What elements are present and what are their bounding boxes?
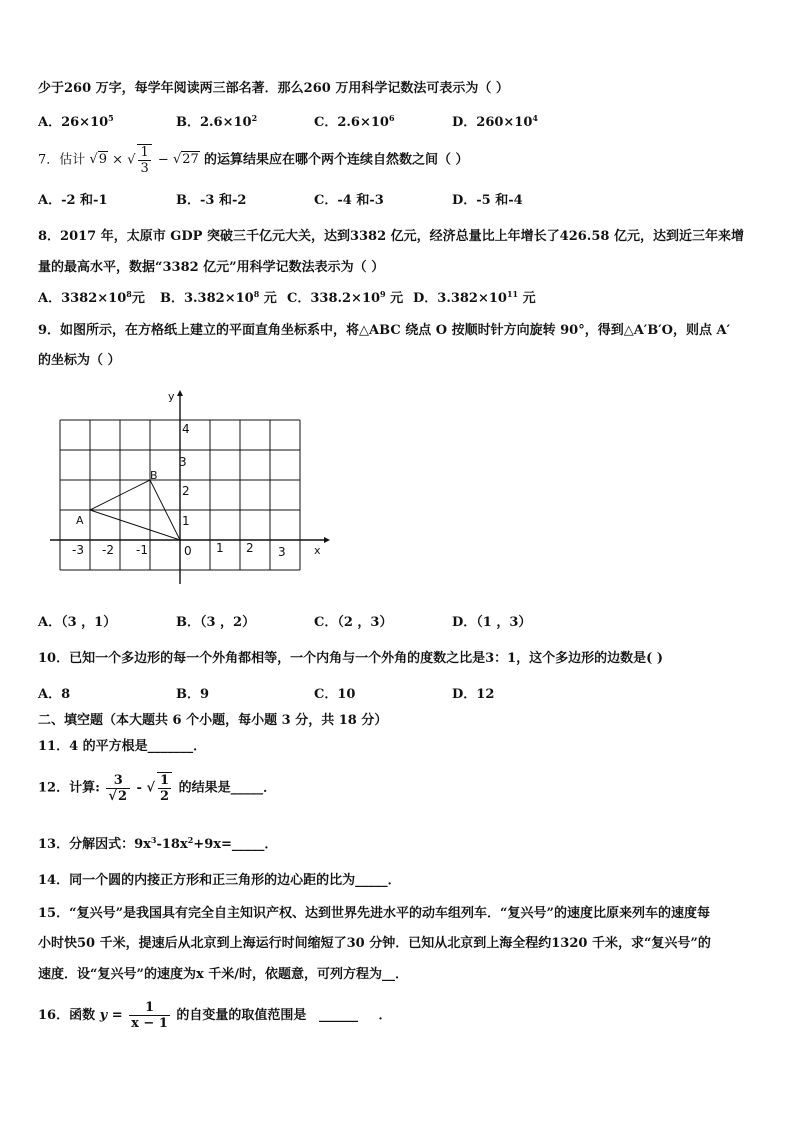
q14-stem: 14．同一个圆的内接正方形和正三角形的边心距的比为_____． — [38, 873, 401, 888]
coordinate-grid-figure — [46, 384, 346, 594]
section-2-heading: 二、填空题（本大题共 6 个小题，每小题 3 分，共 18 分） — [38, 713, 388, 728]
q6-option-c[interactable]: C．$2.6\times 10^6$ — [314, 113, 395, 130]
y-axis-label: y — [168, 390, 175, 403]
q9-option-c[interactable]: C．（2 ，3） — [314, 615, 393, 630]
q8-line2: 量的最高水平，数据“3382 亿元”用科学记数法表示为（ ） — [38, 260, 385, 275]
origin-label: 0 — [184, 544, 192, 558]
q10-stem: 10．已知一个多边形的每一个外角都相等，一个内角与一个外角的度数之比是3：1，这个多边形的边数是( ) — [38, 651, 664, 666]
q9-line2: 的坐标为（ ） — [38, 353, 121, 368]
sqrt-one-third: √ $\frac{1}{3}$ — [127, 144, 154, 176]
q6-stem: 少于260 万字，每学年阅读两三部名著．那么260 万用科学记数法可表示为（ ） — [38, 81, 509, 96]
q9-option-a[interactable]: A．（3 ，1） — [38, 615, 117, 630]
q9-option-d[interactable]: D．（1 ，3） — [452, 615, 532, 630]
q7-stem: 7．估计 √9 × √ $\frac{1}{3}$ − √27 的运算结果应在哪个两个连续自然数之间（ ） — [38, 145, 469, 176]
x-tick-3: 3 — [278, 545, 286, 559]
q7-option-c[interactable]: C．-4 和-3 — [314, 193, 384, 208]
q8-option-a[interactable]: A．$3382\times 10^8$元 — [38, 289, 145, 306]
q9-line1: 9．如图所示，在方格纸上建立的平面直角坐标系中，将△ABC 绕点 O 按顺时针方向旋转 90°，得到△A′B′O，则点 A′ — [38, 323, 731, 338]
point-b-label: B — [150, 469, 158, 482]
sqrt-9: √9 — [89, 152, 107, 167]
q8-line1: 8．2017 年，太原市 GDP 突破三千亿元大关，达到3382 亿元，经济总量比上年增长了426.58 亿元，达到近三年来增 — [38, 229, 744, 244]
q8-option-c[interactable]: C．$338.2\times 10^9$ 元 — [287, 289, 404, 306]
q15-line3: 速度．设“复兴号”的速度为x 千米/时，依题意，可列方程为__． — [38, 967, 408, 982]
q12-stem: 12．计算: $\frac{3}{√2}$ - √ $\frac{1}{2}$ 的结果是_____． — [38, 772, 277, 804]
y-tick-1: 1 — [182, 514, 190, 528]
q10-option-d[interactable]: D．12 — [452, 687, 495, 702]
sqrt-one-half: √ $\frac{1}{2}$ — [146, 772, 174, 804]
sqrt-27: √27 — [172, 152, 199, 167]
y-axis-arrow-icon — [177, 390, 183, 396]
x-axis-arrow-icon — [324, 537, 330, 543]
q8-option-d[interactable]: D．$3.382\times 10^{11}$ 元 — [413, 289, 536, 306]
q10-option-a[interactable]: A．8 — [38, 687, 71, 702]
q6-option-b[interactable]: B．$2.6\times 10^2$ — [176, 113, 258, 130]
x-tick-2: 2 — [246, 541, 254, 555]
q9-option-b[interactable]: B．（3 ，2） — [176, 615, 256, 630]
q16-stem: 16．函数 y = $\frac{1}{x - 1}$ 的自变量的取值范围是 ______ ． — [38, 1000, 392, 1031]
q7-option-d[interactable]: D．-5 和-4 — [452, 193, 523, 208]
q7-option-b[interactable]: B．-3 和-2 — [176, 193, 247, 208]
point-a-label: A — [76, 514, 84, 527]
x-tick-neg-2: -2 — [102, 543, 114, 557]
y-tick-4: 4 — [182, 422, 190, 436]
q7-option-a[interactable]: A．-2 和-1 — [38, 193, 108, 208]
x-tick-neg-1: -1 — [136, 543, 148, 557]
fraction-1-over-x-minus-1: $\frac{1}{x - 1}$ — [131, 1000, 168, 1031]
q13-stem: 13．分解因式：$9x^3-18x^2+9x=\_\_\_\_\_$． — [38, 835, 278, 852]
q8-option-b[interactable]: B．$3.382\times 10^8$ 元 — [160, 289, 277, 306]
q15-line1: 15．“复兴号”是我国具有完全自主知识产权、达到世界先进水平的动车组列车．“复兴号”的速度比原来列车的速度每 — [38, 906, 711, 921]
x-tick-1: 1 — [216, 541, 224, 555]
q15-line2: 小时快50 千米，提速后从北京到上海运行时间缩短了30 分钟．已知从北京到上海全程约1320 千米，求“复兴号”的 — [38, 936, 711, 951]
q6-option-d[interactable]: D．$260\times 10^4$ — [452, 113, 538, 130]
fraction-3-over-sqrt2: $\frac{3}{√2}$ — [106, 773, 130, 804]
q10-option-b[interactable]: B．9 — [176, 687, 210, 702]
x-tick-neg-3: -3 — [72, 543, 84, 557]
q6-option-a[interactable]: A．$26\times 10^5$ — [38, 113, 114, 130]
q11-stem: 11．4 的平方根是_______． — [38, 739, 207, 754]
y-tick-2: 2 — [182, 484, 190, 498]
y-tick-3: 3 — [179, 455, 187, 469]
q10-option-c[interactable]: C．10 — [314, 687, 356, 702]
x-axis-label: x — [314, 544, 321, 557]
